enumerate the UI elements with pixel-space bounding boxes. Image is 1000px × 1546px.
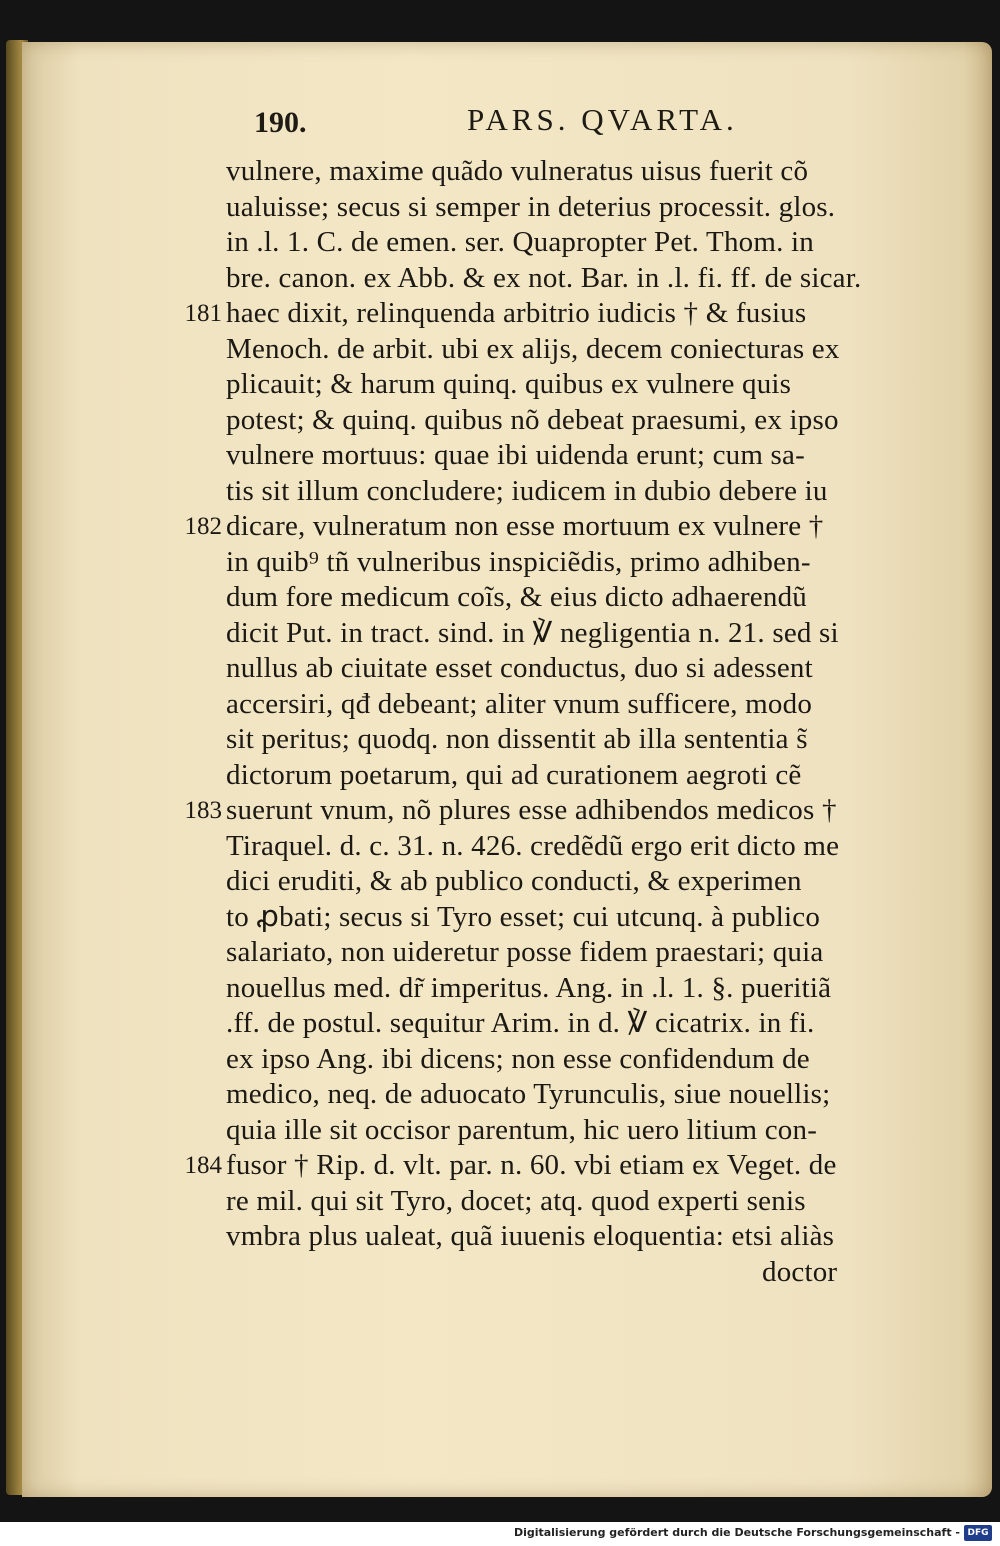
line-text: dici eruditi, & ab publico conducti, & experimen — [226, 865, 802, 897]
text-line — [162, 190, 962, 226]
text-line — [162, 580, 962, 616]
text-line — [162, 616, 962, 652]
line-text: nouellus med. dr̃ imperitus. Ang. in .l. 1. §. pueritiã — [226, 971, 832, 1004]
text-line — [162, 1148, 962, 1184]
line-text: medico, neq. de aduocato Tyrunculis, siue nouellis; — [226, 1078, 831, 1110]
text-line — [162, 1184, 962, 1220]
line-text: ex ipso Ang. ibi dicens; non esse confidendum de — [226, 1042, 810, 1075]
text-line — [162, 793, 962, 829]
line-text: vulnere mortuus: quae ibi uidenda erunt; cum sa- — [226, 439, 805, 471]
catchword: doctor — [762, 1255, 838, 1288]
line-text: suerunt vnum, nõ plures esse adhibendos medicos † — [226, 794, 837, 826]
text-line — [162, 332, 962, 368]
line-text: Menoch. de arbit. ubi ex alijs, decem coniecturas ex — [226, 332, 840, 365]
text-line — [162, 545, 962, 581]
margin-note-number: 183 — [184, 797, 222, 824]
text-line — [162, 438, 962, 474]
line-text: dictorum poetarum, qui ad curationem aegroti cẽ — [226, 758, 802, 791]
text-line — [162, 474, 962, 510]
line-text: in .l. 1. C. de emen. ser. Quapropter Pet. Thom. in — [226, 226, 814, 258]
line-text: dum fore medicum coĩs, & eius dicto adhaerendũ — [226, 581, 807, 613]
line-text: salariato, non uideretur posse fidem praestari; quia — [226, 936, 824, 968]
catchword-line — [162, 1255, 962, 1291]
text-line — [162, 935, 962, 971]
line-text: Tiraquel. d. c. 31. n. 426. credẽdũ ergo erit dicto me — [226, 829, 840, 862]
line-text: dicare, vulneratum non esse mortuum ex vulnere † — [226, 510, 824, 542]
text-line — [162, 154, 962, 190]
text-line — [162, 687, 962, 723]
margin-note-number: 184 — [184, 1152, 222, 1179]
text-line — [162, 864, 962, 900]
line-text: nullus ab ciuitate esset conductus, duo si adessent — [226, 652, 813, 684]
dfg-logo-icon: DFG — [964, 1525, 992, 1541]
line-text: re mil. qui sit Tyro, docet; atq. quod experti senis — [226, 1184, 806, 1217]
text-line — [162, 651, 962, 687]
page-content — [22, 42, 992, 1497]
text-line — [162, 1113, 962, 1149]
text-line — [162, 758, 962, 794]
text-line — [162, 1042, 962, 1078]
text-line — [162, 225, 962, 261]
running-title: PARS. QVARTA. — [467, 102, 738, 137]
line-text: dicit Put. in tract. sind. in ℣ negligentia n. 21. sed si — [226, 616, 839, 649]
text-line — [162, 722, 962, 758]
text-line — [162, 296, 962, 332]
text-line — [162, 900, 962, 936]
line-text: bre. canon. ex Abb. & ex not. Bar. in .l. fi. ff. de sicar. — [226, 261, 862, 294]
line-text: vulnere, maxime quãdo vulneratus uisus fuerit cõ — [226, 155, 809, 187]
margin-note-number: 182 — [184, 513, 222, 540]
line-text: vmbra plus ualeat, quã iuuenis eloquentia: etsi aliàs — [226, 1220, 835, 1252]
text-line — [162, 261, 962, 297]
text-line — [162, 1006, 962, 1042]
text-block — [162, 154, 962, 1290]
line-text: tis sit illum concludere; iudicem in dubio debere iu — [226, 474, 828, 507]
text-line — [162, 509, 962, 545]
line-text: plicauit; & harum quinq. quibus ex vulnere quis — [226, 368, 792, 400]
line-text: to ꝓbati; secus si Tyro esset; cui utcunq. à publico — [226, 900, 821, 933]
text-line — [162, 971, 962, 1007]
line-text: .ff. de postul. sequitur Arim. in d. ℣ cicatrix. in fi. — [226, 1007, 815, 1039]
running-head — [22, 98, 992, 142]
text-line — [162, 403, 962, 439]
line-text: ualuisse; secus si semper in deterius processit. glos. — [226, 190, 836, 223]
line-text: potest; & quinq. quibus nõ debeat praesumi, ex ipso — [226, 403, 839, 436]
line-text: haec dixit, relinquenda arbitrio iudicis † & fusius — [226, 297, 807, 329]
line-text: accersiri, qđ debeant; aliter vnum sufficere, modo — [226, 687, 813, 720]
text-line — [162, 829, 962, 865]
text-line — [162, 1077, 962, 1113]
text-line — [162, 1219, 962, 1255]
line-text: fusor † Rip. d. vlt. par. n. 60. vbi etiam ex Veget. de — [226, 1149, 837, 1181]
book-page — [22, 42, 992, 1497]
line-text: sit peritus; quodq. non dissentit ab illa sententia s̃ — [226, 723, 808, 755]
margin-note-number: 181 — [184, 300, 222, 327]
funding-credit-text: Digitalisierung gefördert durch die Deutsche Forschungsgemeinschaft - — [513, 1526, 960, 1539]
line-text: quia ille sit occisor parentum, hic uero litium con- — [226, 1113, 818, 1146]
text-line — [162, 367, 962, 403]
page-number: 190. — [254, 106, 307, 139]
funding-credit-bar — [0, 1522, 1000, 1546]
line-text: in quib⁹ tñ vulneribus inspiciẽdis, primo adhiben- — [226, 545, 811, 578]
